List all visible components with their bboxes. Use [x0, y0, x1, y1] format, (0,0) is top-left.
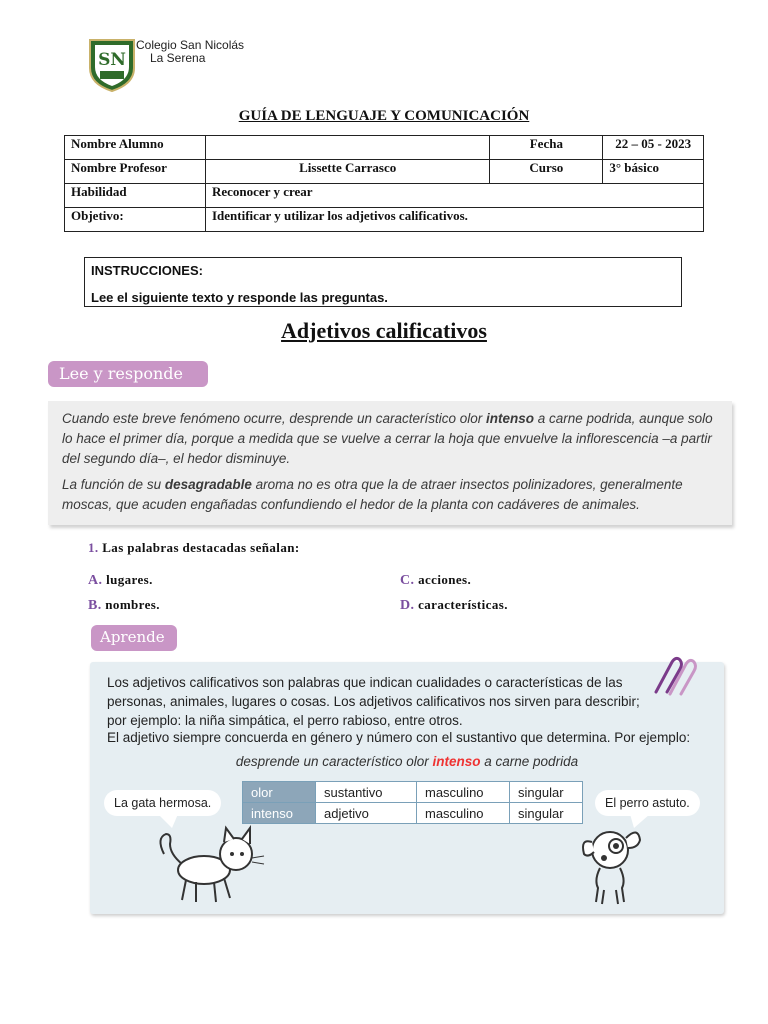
student-info-table	[64, 135, 704, 232]
document-title: GUÍA DE LENGUAJE Y COMUNICACIÓN	[238, 108, 530, 124]
option-letter: A.	[88, 573, 103, 588]
table-row	[243, 782, 583, 803]
table-cell: masculino	[417, 782, 510, 803]
question-text: Las palabras destacadas señalan:	[102, 540, 300, 555]
option-text: lugares.	[106, 572, 153, 587]
grammar-table	[242, 781, 583, 824]
course-value: 3° básico	[603, 160, 704, 184]
question-number: 1.	[88, 540, 99, 555]
option-b[interactable]	[88, 597, 160, 614]
teacher-label: Nombre Profesor	[65, 160, 206, 184]
table-row	[65, 160, 704, 184]
skill-value: Reconocer y crear	[206, 184, 704, 208]
option-text: características.	[418, 597, 508, 612]
table-cell: olor	[243, 782, 316, 803]
section-title: Adjetivos calificativos	[281, 318, 487, 343]
paperclip-icon	[650, 656, 702, 698]
dog-illustration-icon	[576, 824, 656, 906]
table-row	[65, 184, 704, 208]
school-city: La Serena	[150, 51, 206, 65]
option-text: nombres.	[105, 597, 160, 612]
table-cell: intenso	[243, 803, 316, 824]
table-cell: singular	[510, 782, 583, 803]
table-cell: masculino	[417, 803, 510, 824]
student-label: Nombre Alumno	[65, 136, 206, 160]
school-logo	[88, 38, 136, 92]
cat-illustration-icon	[156, 824, 266, 906]
table-row	[65, 208, 704, 232]
option-letter: B.	[88, 598, 102, 613]
objective-value: Identificar y utilizar los adjetivos calificativos.	[206, 208, 704, 232]
student-name-field[interactable]	[206, 136, 490, 160]
aprende-box	[90, 662, 724, 914]
example-sentence: desprende un característico olor intenso a carne podrida	[235, 754, 579, 769]
instructions-title: INSTRUCCIONES:	[91, 263, 203, 278]
highlighted-word: intenso	[486, 411, 535, 426]
reading-paragraph: Cuando este breve fenómeno ocurre, desprende un característico olor intenso a carne podrida, aunque solo lo hace el primer día, porque a medida que se vuelve a cerrar la hoja que envuelve la inflorescencia –a partir del segundo día–, el hedor disminuye.	[62, 411, 713, 466]
table-row	[65, 136, 704, 160]
school-name-block	[136, 39, 244, 65]
table-cell: sustantivo	[316, 782, 417, 803]
date-value: 22 – 05 - 2023	[603, 136, 704, 160]
option-c[interactable]	[400, 572, 471, 589]
highlighted-word: desagradable	[164, 477, 252, 492]
highlighted-adjective: intenso	[432, 754, 481, 769]
cat-speech-bubble: La gata hermosa.	[104, 790, 221, 816]
option-text: acciones.	[418, 572, 472, 587]
school-name: Colegio San Nicolás	[136, 38, 245, 52]
table-cell: singular	[510, 803, 583, 824]
dog-speech-bubble: El perro astuto.	[595, 790, 700, 816]
lee-y-responde-tab: Lee y responde	[48, 361, 208, 387]
date-label: Fecha	[490, 136, 603, 160]
aprende-paragraph-2: El adjetivo siempre concuerda en género y número con el sustantivo que determina. Por ejemplo:	[107, 730, 691, 745]
objective-label: Objetivo:	[65, 208, 206, 232]
aprende-tab: Aprende	[91, 625, 177, 651]
option-a[interactable]	[88, 572, 153, 589]
table-cell: adjetivo	[316, 803, 417, 824]
course-label: Curso	[490, 160, 603, 184]
reading-paragraph: La función de su desagradable aroma no es otra que la de atraer insectos polinizadores, generalmente moscas, que acuden engañadas confundiendo el hedor de la planta con cadáveres de animales.	[62, 477, 683, 512]
table-row	[243, 803, 583, 824]
teacher-value: Lissette Carrasco	[206, 160, 490, 184]
question-1	[88, 540, 300, 556]
option-d[interactable]	[400, 597, 508, 614]
instructions-text: Lee el siguiente texto y responde las preguntas.	[91, 290, 388, 305]
aprende-paragraph-1: Los adjetivos calificativos son palabras que indican cualidades o características de las personas, animales, lugares o cosas. Los adjetivos calificativos nos sirven para describir; por ejemplo: la niña simpática, el perro rabioso, entre otros.	[107, 675, 640, 728]
logo-text: SN	[98, 50, 126, 70]
reading-text-box	[48, 401, 732, 525]
option-letter: D.	[400, 598, 415, 613]
option-letter: C.	[400, 573, 415, 588]
skill-label: Habilidad	[65, 184, 206, 208]
instructions-box	[84, 257, 682, 307]
